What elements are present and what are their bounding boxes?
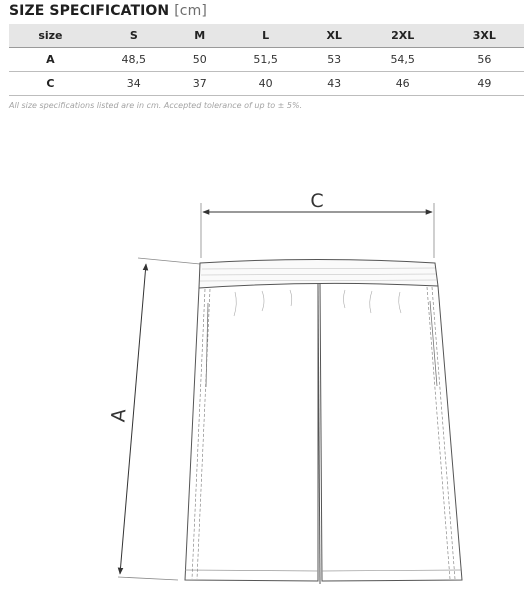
title-text: SIZE SPECIFICATION xyxy=(9,3,170,19)
row-label: C xyxy=(9,72,92,96)
shorts-outline xyxy=(185,260,462,585)
column-header: size xyxy=(9,24,92,48)
table-cell: 53 xyxy=(308,48,361,72)
length-extension-top xyxy=(138,258,200,264)
right-leg xyxy=(320,284,462,581)
table-cell: 43 xyxy=(308,72,361,96)
width-label-c: C xyxy=(310,190,324,212)
right-side-stripe xyxy=(427,287,455,579)
tolerance-note: All size specifications listed are in cm. Accepted tolerance of up to ± 5%. xyxy=(9,101,303,110)
table-cell: 34 xyxy=(92,72,176,96)
table-cell: 50 xyxy=(176,48,224,72)
left-hem xyxy=(185,570,318,571)
length-label-a: A xyxy=(107,408,131,423)
table-cell: 37 xyxy=(176,72,224,96)
length-dimension xyxy=(107,258,200,580)
row-label: A xyxy=(9,48,92,72)
waistband xyxy=(199,260,438,289)
table-cell: 40 xyxy=(224,72,308,96)
column-header: M xyxy=(176,24,224,48)
column-header: L xyxy=(224,24,308,48)
table-cell: 51,5 xyxy=(224,48,308,72)
column-header: 2XL xyxy=(361,24,445,48)
left-leg xyxy=(185,284,318,581)
title-unit: [cm] xyxy=(174,3,207,19)
width-dimension xyxy=(201,190,434,258)
right-hem xyxy=(322,570,461,571)
table-cell: 46 xyxy=(361,72,445,96)
column-header: XL xyxy=(308,24,361,48)
table-cell: 49 xyxy=(445,72,524,96)
length-extension-bottom xyxy=(118,577,178,580)
table-cell: 56 xyxy=(445,48,524,72)
table-cell: 54,5 xyxy=(361,48,445,72)
table-cell: 48,5 xyxy=(92,48,176,72)
column-header: S xyxy=(92,24,176,48)
column-header: 3XL xyxy=(445,24,524,48)
